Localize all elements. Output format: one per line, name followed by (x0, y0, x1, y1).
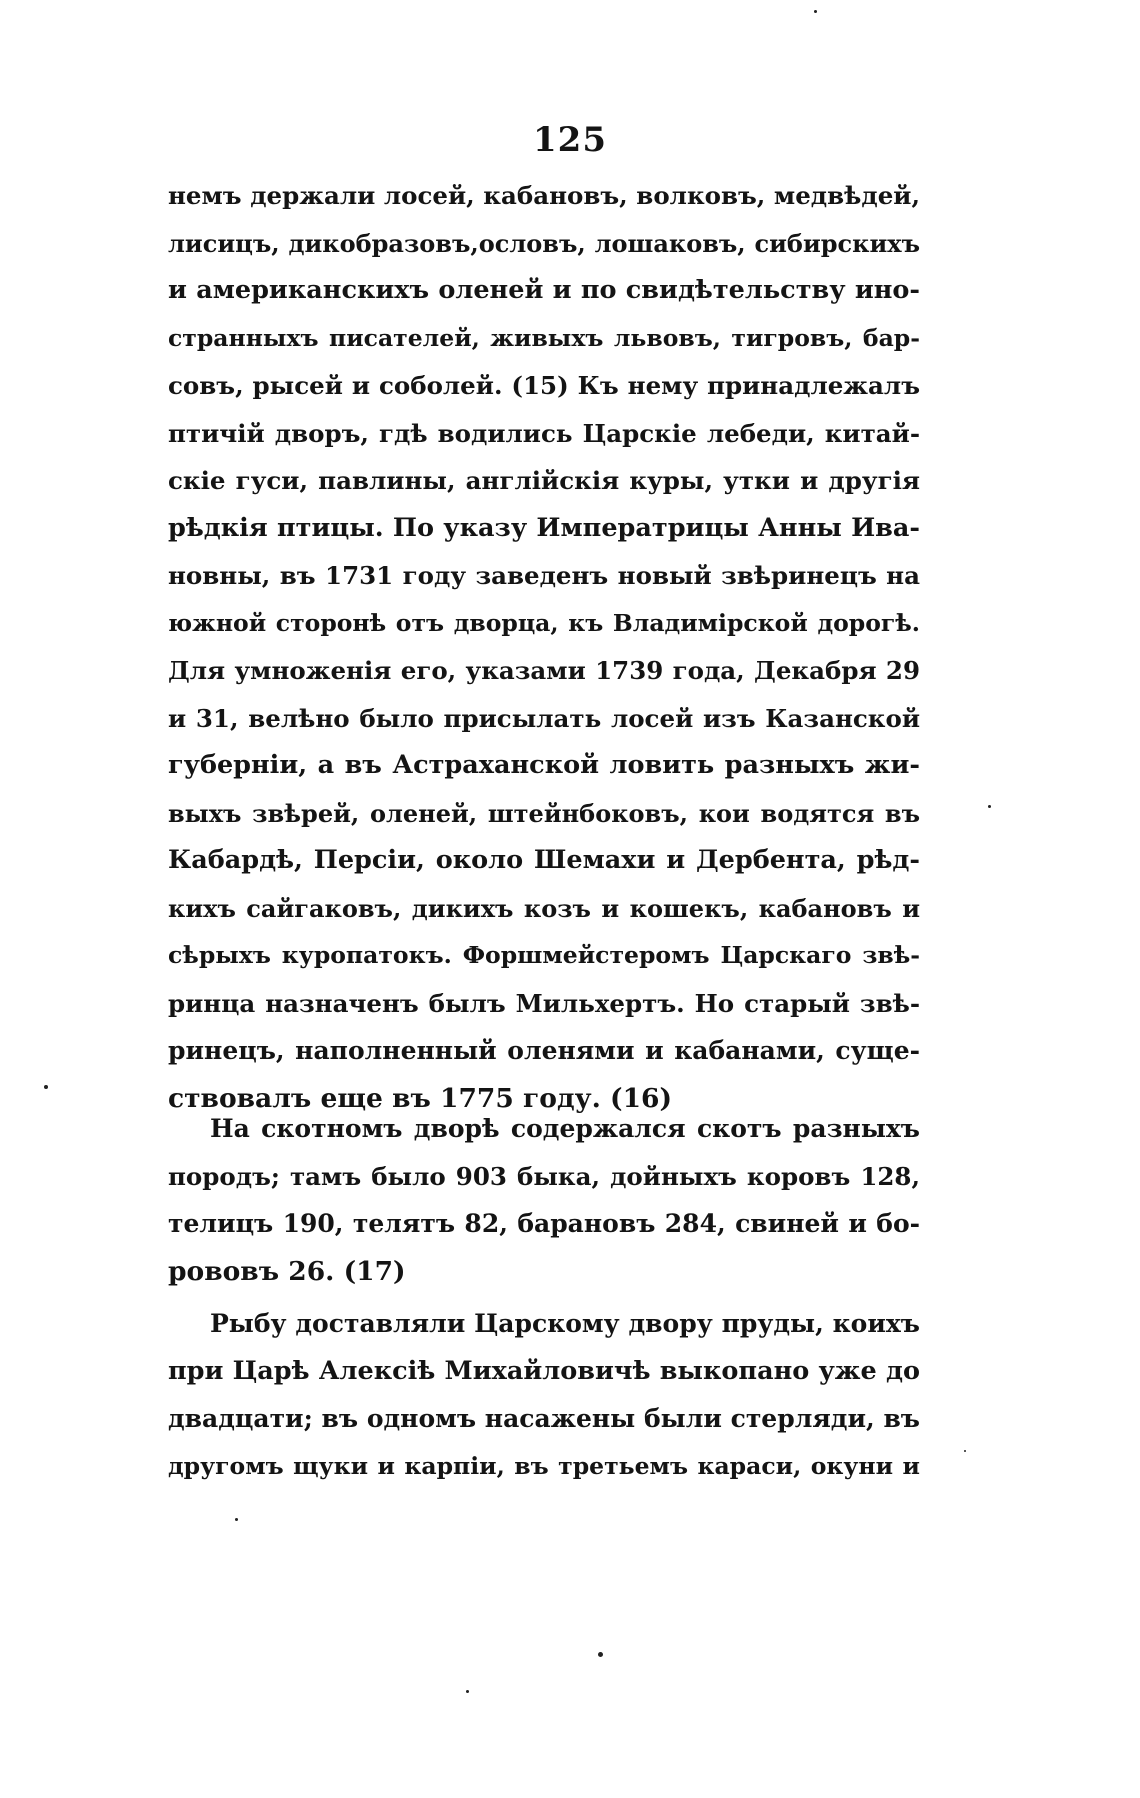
text-line: двадцати; въ одномъ насажены были стерляди, въ (168, 1404, 920, 1433)
text-line: и американскихъ оленей и по свидѣтельству ино- (168, 275, 920, 305)
text-line: скіе гуси, павлины, англійскія куры, утки и другія (168, 466, 920, 495)
text-line: новны, въ 1731 году заведенъ новый звѣринецъ на (168, 561, 920, 590)
text-line: рововъ 26. (17) (168, 1255, 406, 1287)
scan-speck (235, 1518, 238, 1521)
text-line: Рыбу доставляли Царскому двору пруды, коихъ (210, 1309, 920, 1338)
scan-speck (44, 1085, 48, 1089)
text-line: На скотномъ дворѣ содержался скотъ разныхъ (210, 1114, 920, 1143)
text-line: немъ держали лосей, кабановъ, волковъ, медвѣдей, (168, 181, 920, 210)
text-line: лисицъ, дикобразовъ,ословъ, лошаковъ, сибирскихъ (168, 228, 920, 258)
text-line: кихъ сайгаковъ, дикихъ козъ и кошекъ, кабановъ и (168, 893, 920, 923)
text-line: выхъ звѣрей, оленей, штейнбоковъ, кои водятся въ (168, 798, 920, 828)
text-line: ринца назначенъ былъ Мильхертъ. Но старый звѣ- (168, 988, 920, 1018)
text-line: сѣрыхъ куропатокъ. Форшмейстеромъ Царскаго звѣ- (168, 941, 920, 969)
text-line: другомъ щуки и карпіи, въ третьемъ караси, окуни и (168, 1451, 920, 1480)
scan-speck (466, 1690, 469, 1693)
text-line: породъ; тамъ было 903 быка, дойныхъ коровъ 128, (168, 1161, 920, 1191)
text-line: и 31, велѣно было присылать лосей изъ Казанской (168, 703, 920, 733)
text-line: рѣдкія птицы. По указу Императрицы Анны Ива- (168, 512, 920, 543)
paragraph-1 (168, 172, 920, 1122)
text-line: губерніи, а въ Астраханской ловить разныхъ жи- (168, 750, 920, 780)
paragraph-3 (168, 1300, 920, 1490)
scan-speck (988, 805, 991, 808)
text-line: южной сторонѣ отъ дворца, къ Владимірской дорогѣ. (168, 608, 920, 637)
text-line: птичій дворъ, гдѣ водились Царскіе лебеди, китай- (168, 418, 920, 448)
text-line: ринецъ, наполненный оленями и кабанами, суще- (168, 1036, 920, 1065)
text-line: Кабардѣ, Персіи, около Шемахи и Дербента, рѣд- (168, 845, 920, 875)
scan-speck (964, 1450, 966, 1452)
paragraph-2 (168, 1105, 920, 1295)
text-line: телицъ 190, телятъ 82, барановъ 284, свиней и бо- (168, 1209, 920, 1238)
text-line: странныхъ писателей, живыхъ львовъ, тигровъ, бар- (168, 323, 920, 352)
scan-speck (598, 1652, 603, 1657)
text-line: ствовалъ еще въ 1775 году. (16) (168, 1082, 672, 1114)
text-line: при Царѣ Алексіѣ Михайловичѣ выкопано уже до (168, 1355, 920, 1386)
text-line: совъ, рысей и соболей. (15) Къ нему принадлежалъ (168, 371, 920, 400)
scan-speck (814, 10, 817, 13)
page-number: 125 (533, 120, 607, 160)
text-line: Для умноженія его, указами 1739 года, Декабря 29 (168, 656, 920, 685)
